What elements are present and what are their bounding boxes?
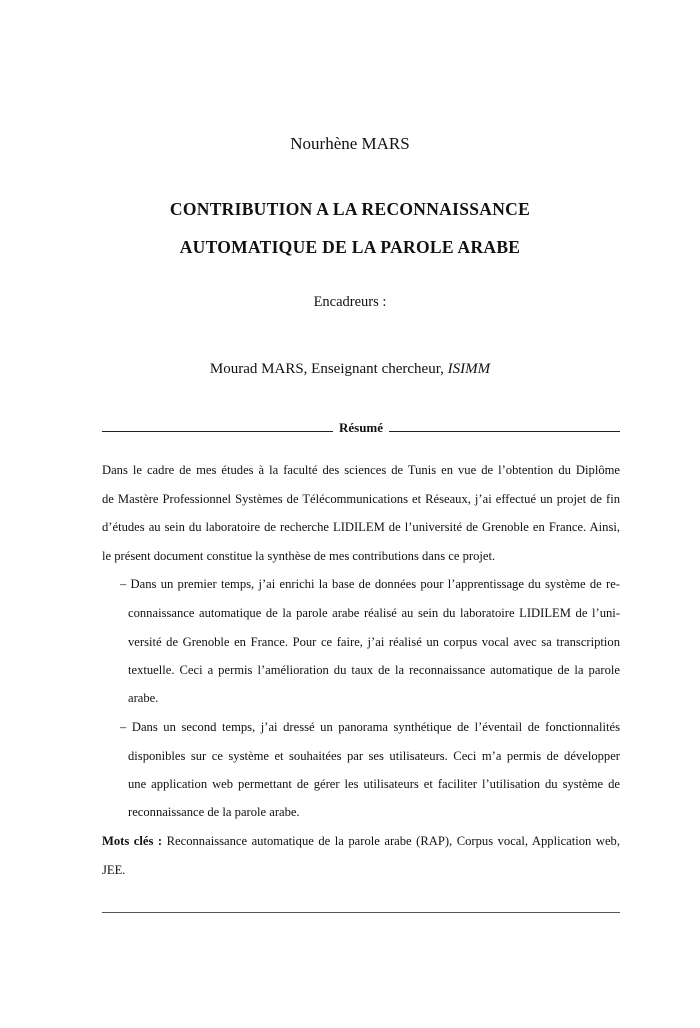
- bullet-2-line: – Dans un second temps, j’ai dressé un panorama synthétique de l’éventail de fonctionnalités: [120, 720, 620, 734]
- rule-right: [389, 431, 620, 432]
- keywords-line: [102, 833, 620, 849]
- bottom-rule: [102, 912, 620, 913]
- intro-line: d’études au sein du laboratoire de recherche LIDILEM de l’université de Grenoble en France. Ainsi,: [102, 520, 620, 534]
- bullet-1-line: textuelle. Ceci a permis l’amélioration du taux de la reconnaissance automatique de la parole: [128, 663, 620, 677]
- bullet-1-line: arabe.: [128, 691, 159, 705]
- supervisor-name: Mourad MARS, Enseignant chercheur,: [209, 361, 448, 377]
- bullet-1-line: – Dans un premier temps, j’ai enrichi la base de données pour l’apprentissage du système de re-: [120, 577, 620, 591]
- keywords-text: Reconnaissance automatique de la parole arabe (RAP), Corpus vocal, Application web,: [162, 834, 620, 848]
- author-name: Nourhène MARS: [290, 134, 410, 153]
- supervisor: [0, 361, 700, 378]
- intro-line: de Mastère Professionnel Systèmes de Télécommunications et Réseaux, j’ai effectué un projet de fin: [102, 492, 620, 506]
- abstract-heading-rule: [102, 415, 620, 435]
- bullet-1-line: versité de Grenoble en France. Pour ce faire, j’ai réalisé un corpus vocal avec sa transcription: [128, 635, 620, 649]
- title-line-2: AUTOMATIQUE DE LA PAROLE ARABE: [179, 237, 521, 257]
- abstract-heading: Résumé: [338, 420, 384, 435]
- supervisors-label: Encadreurs :: [313, 294, 387, 310]
- supervisor-affiliation: ISIMM: [447, 361, 491, 377]
- intro-line: le présent document constitue la synthèse de mes contributions dans ce projet.: [102, 549, 496, 563]
- keywords-line-2: JEE.: [102, 863, 126, 877]
- bullet-2-line: une application web permettant de gérer les utilisateurs et faciliter l’utilisation du système de: [128, 777, 620, 791]
- title-line-1: CONTRIBUTION A LA RECONNAISSANCE: [169, 199, 531, 219]
- rule-left: [102, 431, 333, 432]
- intro-line: Dans le cadre de mes études à la faculté des sciences de Tunis en vue de l’obtention du Diplôme: [102, 463, 620, 477]
- bullet-1-line: connaissance automatique de la parole arabe réalisé au sein du laboratoire LIDILEM de l’uni-: [128, 606, 620, 620]
- bullet-2-line: reconnaissance de la parole arabe.: [128, 805, 300, 819]
- bullet-2-line: disponibles sur ce système et souhaitées par ses utilisateurs. Ceci m’a permis de développer: [128, 749, 620, 763]
- keywords-label: Mots clés :: [102, 834, 163, 848]
